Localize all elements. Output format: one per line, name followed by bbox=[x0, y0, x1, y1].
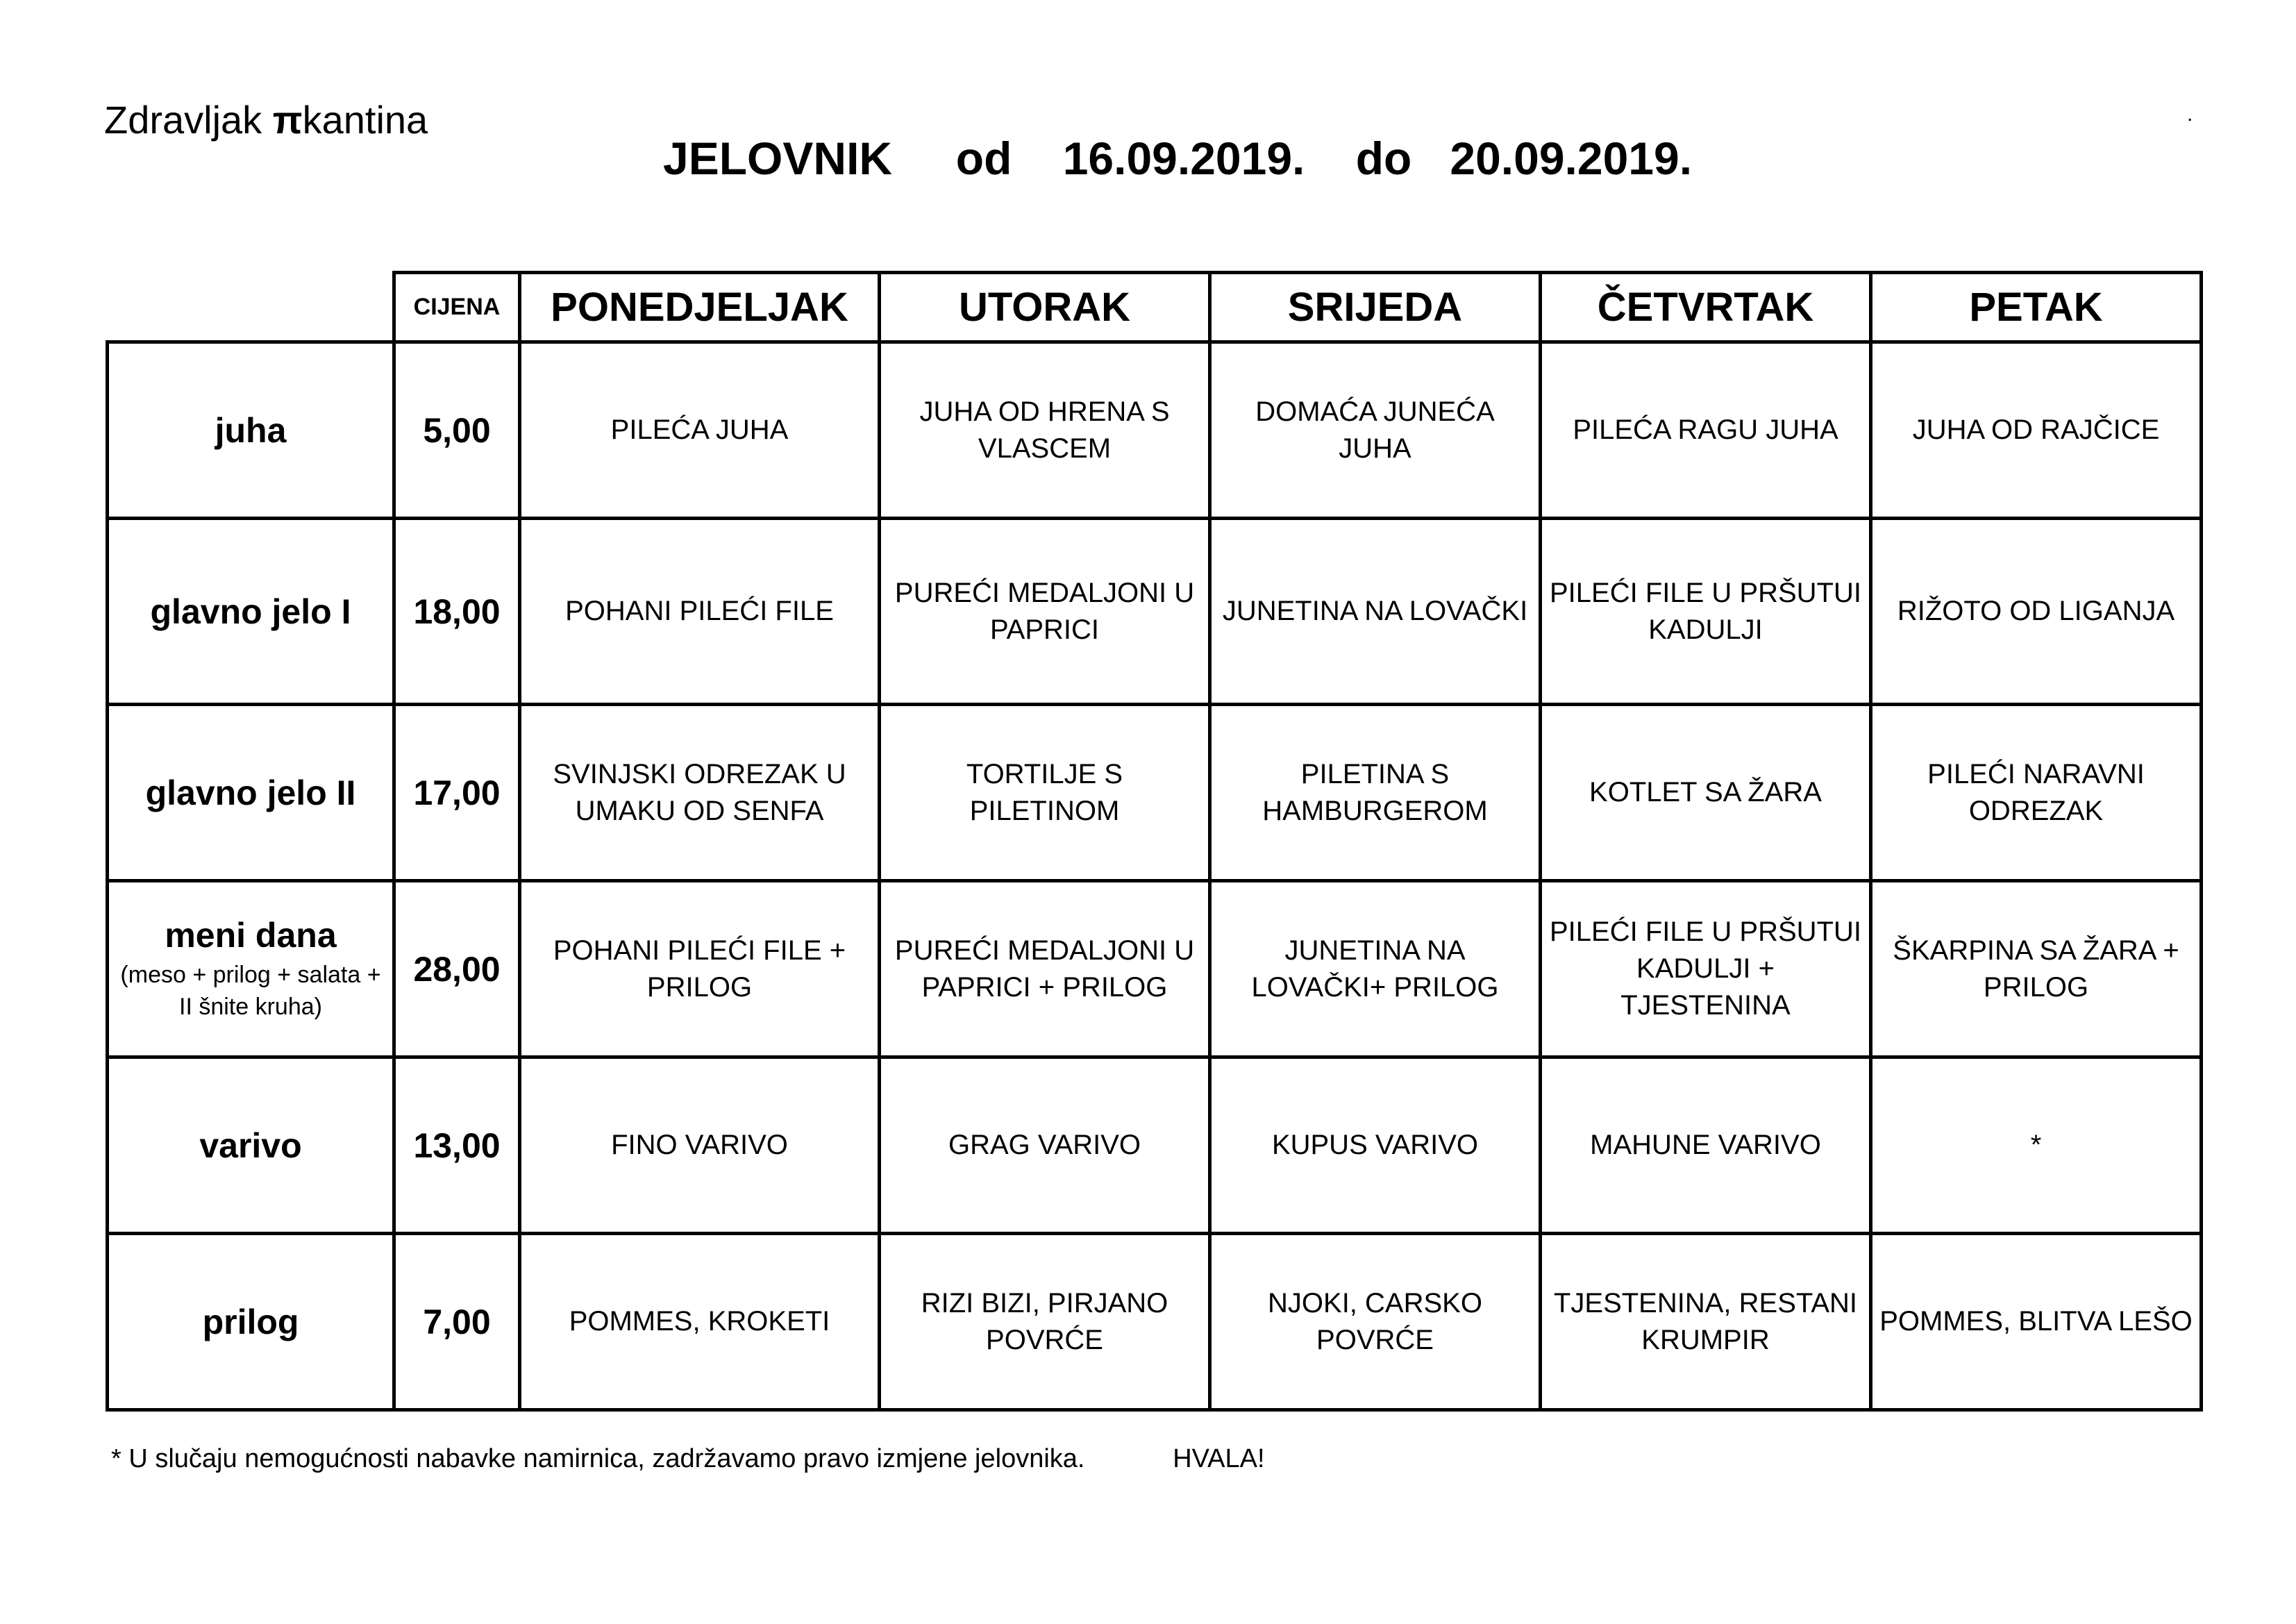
dish-cell: PILEĆI FILE U PRŠUTUI KADULJI + TJESTENINA bbox=[1541, 881, 1871, 1057]
menu-row bbox=[108, 1234, 2202, 1410]
empty-corner-cell bbox=[108, 273, 394, 342]
dish-cell: MAHUNE VARIVO bbox=[1541, 1057, 1871, 1234]
menu-row bbox=[108, 705, 2202, 881]
dish-cell: POMMES, KROKETI bbox=[520, 1234, 880, 1410]
dish-cell: TJESTENINA, RESTANI KRUMPIR bbox=[1541, 1234, 1871, 1410]
dish-cell: PILEĆA JUHA bbox=[520, 342, 880, 519]
dish-cell: POHANI PILEĆI FILE bbox=[520, 519, 880, 705]
dish-cell: ŠKARPINA SA ŽARA + PRILOG bbox=[1871, 881, 2202, 1057]
price-header: CIJENA bbox=[394, 273, 520, 342]
dish-cell: JUNETINA NA LOVAČKI+ PRILOG bbox=[1210, 881, 1541, 1057]
dish-cell: FINO VARIVO bbox=[520, 1057, 880, 1234]
category-label: juha bbox=[215, 410, 287, 450]
menu-row bbox=[108, 881, 2202, 1057]
dish-cell: RIZI BIZI, PIRJANO POVRĆE bbox=[880, 1234, 1210, 1410]
dish-cell: PILEĆA RAGU JUHA bbox=[1541, 342, 1871, 519]
day-header: PONEDJELJAK bbox=[520, 273, 880, 342]
weekly-menu-table bbox=[106, 271, 2203, 1412]
price-cell: 7,00 bbox=[394, 1234, 520, 1410]
day-header: SRIJEDA bbox=[1210, 273, 1541, 342]
category-label: varivo bbox=[199, 1125, 302, 1165]
category-label: glavno jelo II bbox=[145, 773, 356, 812]
category-cell bbox=[108, 342, 394, 519]
header-row bbox=[108, 273, 2202, 342]
category-cell bbox=[108, 1234, 394, 1410]
dish-cell: KOTLET SA ŽARA bbox=[1541, 705, 1871, 881]
dish-cell: JUHA OD RAJČICE bbox=[1871, 342, 2202, 519]
category-cell bbox=[108, 881, 394, 1057]
day-header: UTORAK bbox=[880, 273, 1210, 342]
category-label: glavno jelo I bbox=[150, 592, 351, 631]
day-header: PETAK bbox=[1871, 273, 2202, 342]
menu-row bbox=[108, 1057, 2202, 1234]
dish-cell: TORTILJE S PILETINOM bbox=[880, 705, 1210, 881]
corner-mark: . bbox=[2187, 103, 2193, 126]
menu-row bbox=[108, 342, 2202, 519]
price-cell: 17,00 bbox=[394, 705, 520, 881]
price-cell: 28,00 bbox=[394, 881, 520, 1057]
price-cell: 18,00 bbox=[394, 519, 520, 705]
price-cell: 5,00 bbox=[394, 342, 520, 519]
category-cell bbox=[108, 519, 394, 705]
dish-cell: RIŽOTO OD LIGANJA bbox=[1871, 519, 2202, 705]
brand-suffix: kantina bbox=[302, 98, 428, 142]
dish-cell: PUREĆI MEDALJONI U PAPRICI bbox=[880, 519, 1210, 705]
footer-note: * U slučaju nemogućnosti nabavke namirnica, zadržavamo pravo izmjene jelovnika. bbox=[111, 1444, 1085, 1473]
dish-cell: JUHA OD HRENA S VLASCEM bbox=[880, 342, 1210, 519]
dish-cell: PUREĆI MEDALJONI U PAPRICI + PRILOG bbox=[880, 881, 1210, 1057]
dish-cell: GRAG VARIVO bbox=[880, 1057, 1210, 1234]
category-note: (meso + prilog + salata + II šnite kruha) bbox=[120, 961, 381, 1020]
menu-title: JELOVNIK od 16.09.2019. do 20.09.2019. bbox=[663, 133, 1693, 184]
dish-cell: POMMES, BLITVA LEŠO bbox=[1871, 1234, 2202, 1410]
dish-cell: NJOKI, CARSKO POVRĆE bbox=[1210, 1234, 1541, 1410]
dish-cell: * bbox=[1871, 1057, 2202, 1234]
brand-pi-symbol: π bbox=[272, 98, 303, 142]
dish-cell: DOMAĆA JUNEĆA JUHA bbox=[1210, 342, 1541, 519]
day-header: ČETVRTAK bbox=[1541, 273, 1871, 342]
price-cell: 13,00 bbox=[394, 1057, 520, 1234]
dish-cell: PILEĆI NARAVNI ODREZAK bbox=[1871, 705, 2202, 881]
menu-row bbox=[108, 519, 2202, 705]
dish-cell: PILEĆI FILE U PRŠUTUI KADULJI bbox=[1541, 519, 1871, 705]
brand-prefix: Zdravljak bbox=[104, 98, 273, 142]
category-cell bbox=[108, 1057, 394, 1234]
dish-cell: JUNETINA NA LOVAČKI bbox=[1210, 519, 1541, 705]
category-label: prilog bbox=[202, 1302, 299, 1341]
dish-cell: POHANI PILEĆI FILE + PRILOG bbox=[520, 881, 880, 1057]
dish-cell: SVINJSKI ODREZAK U UMAKU OD SENFA bbox=[520, 705, 880, 881]
footer bbox=[111, 1444, 1265, 1474]
brand-name bbox=[104, 97, 428, 142]
category-cell bbox=[108, 705, 394, 881]
dish-cell: KUPUS VARIVO bbox=[1210, 1057, 1541, 1234]
footer-thanks: HVALA! bbox=[1173, 1444, 1265, 1473]
dish-cell: PILETINA S HAMBURGEROM bbox=[1210, 705, 1541, 881]
category-label: meni dana bbox=[165, 915, 337, 955]
